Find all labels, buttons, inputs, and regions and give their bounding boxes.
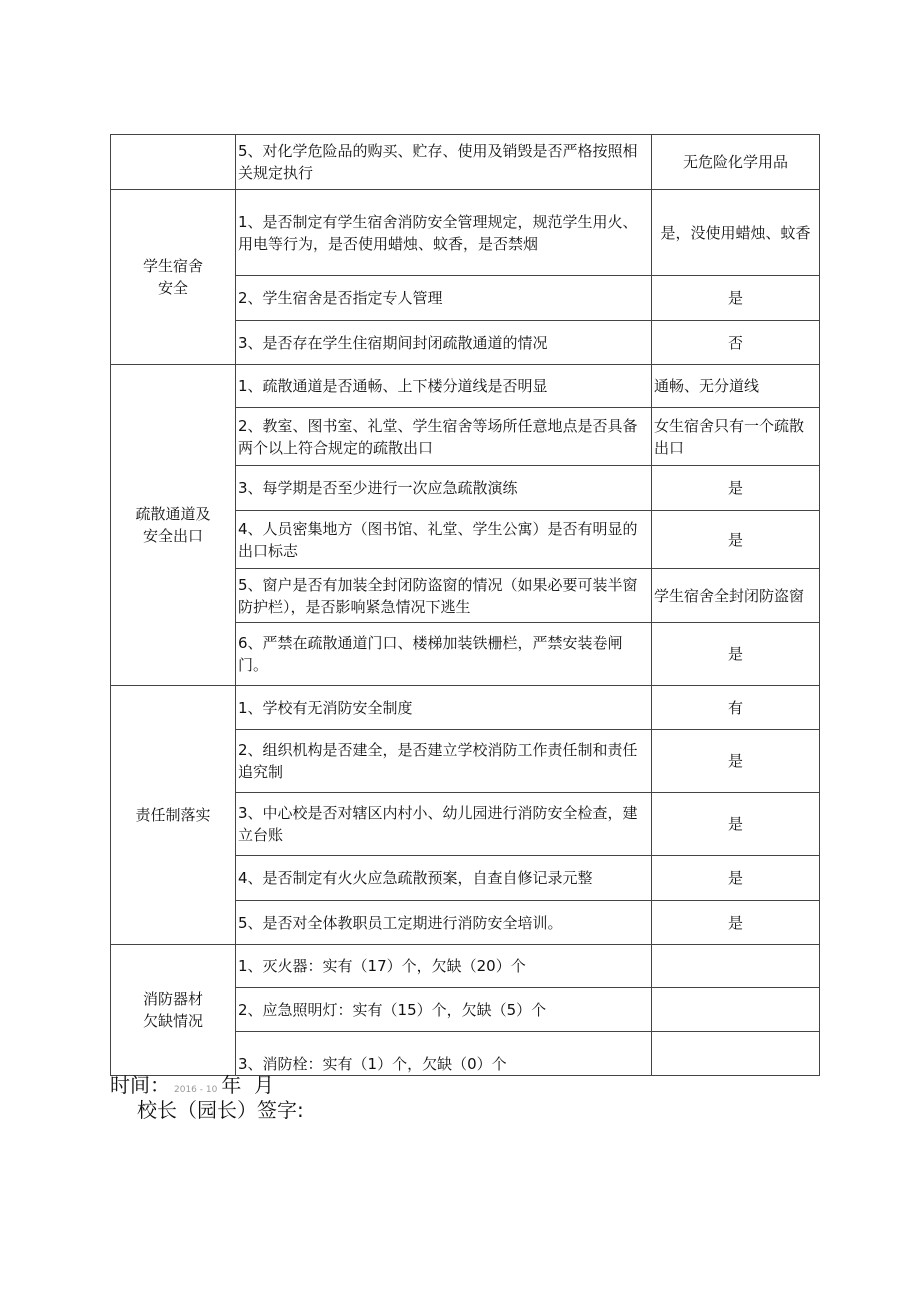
table-row bbox=[111, 190, 820, 276]
check-item: 1、是否制定有学生宿舍消防安全管理规定，规范学生用火、用电等行为，是否使用蜡烛、蚊香，是否禁烟 bbox=[236, 190, 652, 276]
check-result: 是 bbox=[652, 730, 820, 793]
date-faint-text: 2016 - 10 bbox=[174, 1085, 218, 1095]
check-result: 无危险化学用品 bbox=[652, 135, 820, 190]
check-result: 通畅、无分道线 bbox=[652, 365, 820, 408]
check-item: 2、组织机构是否建全，是否建立学校消防工作责任制和责任追究制 bbox=[236, 730, 652, 793]
check-item: 3、消防栓：实有（1）个，欠缺（0）个 bbox=[236, 1032, 652, 1076]
check-item: 4、是否制定有火火应急疏散预案，自查自修记录元整 bbox=[236, 856, 652, 901]
check-result bbox=[652, 988, 820, 1032]
category-cell-evacuation bbox=[111, 365, 236, 686]
table-row bbox=[111, 945, 820, 988]
check-result: 是 bbox=[652, 901, 820, 945]
check-item: 5、对化学危险品的购买、贮存、使用及销毁是否严格按照相关规定执行 bbox=[236, 135, 652, 190]
principal-signature-label: 校长（园长）签字: bbox=[137, 1098, 304, 1122]
check-result: 女生宿舍只有一个疏散出口 bbox=[652, 408, 820, 466]
category-cell-equipment bbox=[111, 945, 236, 1076]
year-label: 年 bbox=[221, 1073, 242, 1097]
check-item: 3、中心校是否对辖区内村小、幼儿园进行消防安全检查，建立台账 bbox=[236, 793, 652, 856]
check-item: 2、教室、图书室、礼堂、学生宿舍等场所任意地点是否具备两个以上符合规定的疏散出口 bbox=[236, 408, 652, 466]
category-cell-dormitory bbox=[111, 190, 236, 365]
time-label: 时间： bbox=[110, 1073, 170, 1097]
check-item: 6、严禁在疏散通道门口、楼梯加装铁栅栏，严禁安装卷闸门。 bbox=[236, 623, 652, 686]
category-line: 消防器材 bbox=[142, 990, 203, 1008]
check-item: 1、学校有无消防安全制度 bbox=[236, 686, 652, 730]
category-line: 欠缺情况 bbox=[142, 1012, 203, 1030]
check-item: 3、是否存在学生住宿期间封闭疏散通道的情况 bbox=[236, 321, 652, 365]
month-label: 月 bbox=[254, 1073, 275, 1097]
check-item: 5、窗户是否有加装全封闭防盗窗的情况（如果必要可装半窗防护栏），是否影响紧急情况下逃生 bbox=[236, 569, 652, 623]
check-item: 2、应急照明灯：实有（15）个，欠缺（5）个 bbox=[236, 988, 652, 1032]
check-result: 否 bbox=[652, 321, 820, 365]
check-result: 是 bbox=[652, 793, 820, 856]
category-line: 安全出口 bbox=[142, 527, 203, 545]
check-result: 是 bbox=[652, 511, 820, 569]
inspection-table bbox=[110, 134, 820, 1076]
category-line: 责任制落实 bbox=[135, 806, 211, 824]
table-row bbox=[111, 135, 820, 190]
check-result: 有 bbox=[652, 686, 820, 730]
table-row bbox=[111, 686, 820, 730]
category-cell bbox=[111, 135, 236, 190]
category-line: 安全 bbox=[157, 279, 188, 297]
check-item: 5、是否对全体教职员工定期进行消防安全培训。 bbox=[236, 901, 652, 945]
check-item: 3、每学期是否至少进行一次应急疏散演练 bbox=[236, 466, 652, 511]
category-cell-responsibility bbox=[111, 686, 236, 945]
check-result bbox=[652, 945, 820, 988]
check-result bbox=[652, 1032, 820, 1076]
check-item: 2、学生宿舍是否指定专人管理 bbox=[236, 276, 652, 321]
check-item: 4、人员密集地方（图书馆、礼堂、学生公寓）是否有明显的出口标志 bbox=[236, 511, 652, 569]
check-result: 是 bbox=[652, 856, 820, 901]
check-result: 是 bbox=[652, 276, 820, 321]
check-result: 是，没使用蜡烛、蚊香 bbox=[652, 190, 820, 276]
check-result: 学生宿舍全封闭防盗窗 bbox=[652, 569, 820, 623]
check-item: 1、疏散通道是否通畅、上下楼分道线是否明显 bbox=[236, 365, 652, 408]
check-result: 是 bbox=[652, 623, 820, 686]
category-line: 疏散通道及 bbox=[135, 505, 211, 523]
table-row bbox=[111, 365, 820, 408]
category-line: 学生宿舍 bbox=[142, 257, 203, 275]
check-result: 是 bbox=[652, 466, 820, 511]
check-item: 1、灭火器：实有（17）个，欠缺（20）个 bbox=[236, 945, 652, 988]
